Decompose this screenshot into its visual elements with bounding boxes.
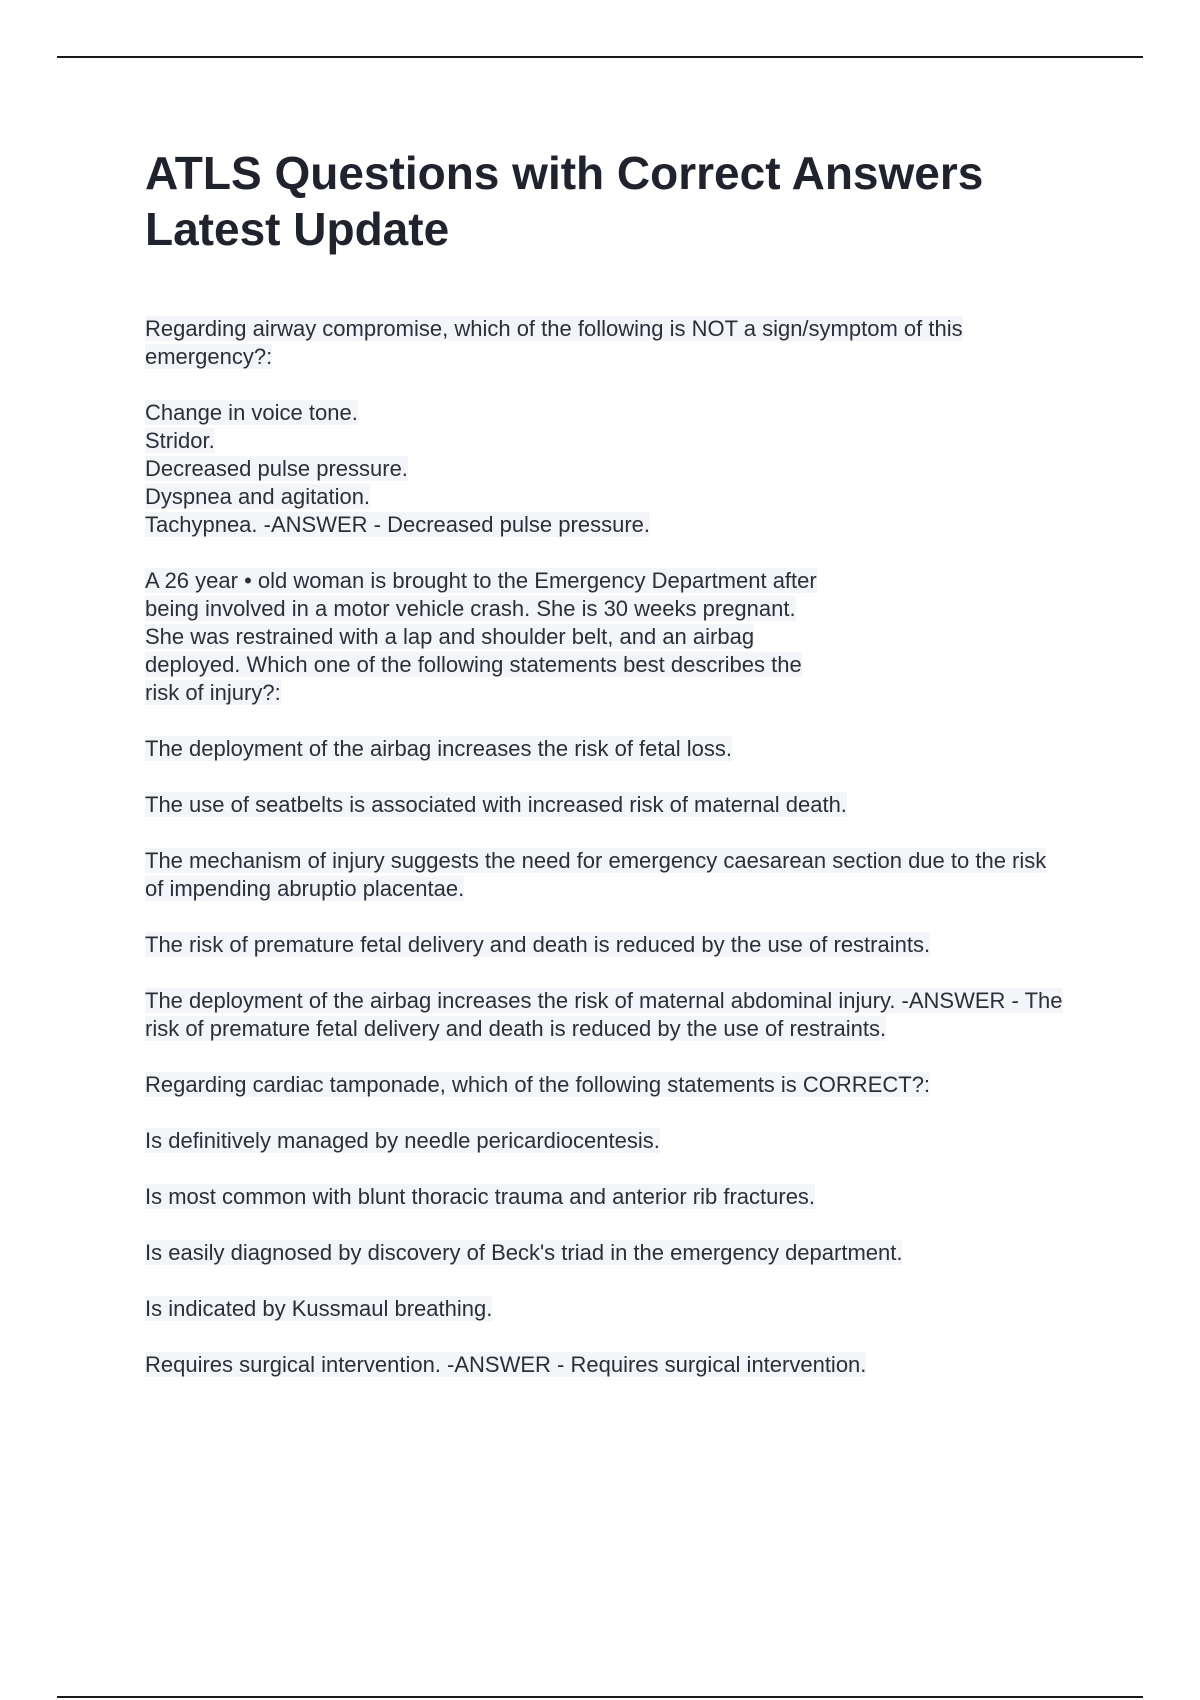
question-2-option-5-answer: The deployment of the airbag increases the risk of maternal abdominal injury. -ANSWER - The risk of premature fetal delivery and death is reduced by the use of restraints. — [145, 988, 1063, 1041]
question-3-option-3: Is easily diagnosed by discovery of Beck's triad in the emergency department. — [145, 1240, 903, 1265]
question-3-option-1: Is definitively managed by needle pericardiocentesis. — [145, 1128, 660, 1153]
question-1-options — [145, 399, 1065, 539]
document-body — [145, 315, 1065, 1379]
question-2-option-2: The use of seatbelts is associated with increased risk of maternal death. — [145, 792, 847, 817]
top-rule — [57, 56, 1143, 58]
title-line-2: Latest Update — [145, 203, 450, 255]
question-2-option-4: The risk of premature fetal delivery and death is reduced by the use of restraints. — [145, 932, 931, 957]
question-3-option-5-answer: Requires surgical intervention. -ANSWER - Requires surgical intervention. — [145, 1352, 867, 1377]
question-2-option-1: The deployment of the airbag increases the risk of fetal loss. — [145, 736, 732, 761]
option: Change in voice tone. — [145, 400, 358, 425]
document-page — [145, 145, 1065, 1407]
option: Dyspnea and agitation. — [145, 484, 371, 509]
question-2-option-3: The mechanism of injury suggests the need for emergency caesarean section due to the risk of impending abruptio placentae. — [145, 848, 1047, 901]
document-title — [145, 145, 1065, 257]
option: Decreased pulse pressure. — [145, 456, 408, 481]
question-2-stem: A 26 year • old woman is brought to the Emergency Department after being involved in a motor vehicle crash. She is 30 weeks pregnant. She was restrained with a lap and shoulder belt, and an airbag deployed. Which one of the following statements best describes the risk of injury?: — [145, 568, 817, 705]
option-answer: Tachypnea. -ANSWER - Decreased pulse pressure. — [145, 512, 650, 537]
title-line-1: ATLS Questions with Correct Answers — [145, 147, 984, 199]
option: Stridor. — [145, 428, 215, 453]
question-3-stem: Regarding cardiac tamponade, which of the following statements is CORRECT?: — [145, 1072, 931, 1097]
bottom-rule — [57, 1696, 1143, 1698]
question-1-stem: Regarding airway compromise, which of the following is NOT a sign/symptom of this emergency?: — [145, 316, 963, 369]
question-3-option-4: Is indicated by Kussmaul breathing. — [145, 1296, 493, 1321]
question-3-option-2: Is most common with blunt thoracic trauma and anterior rib fractures. — [145, 1184, 816, 1209]
